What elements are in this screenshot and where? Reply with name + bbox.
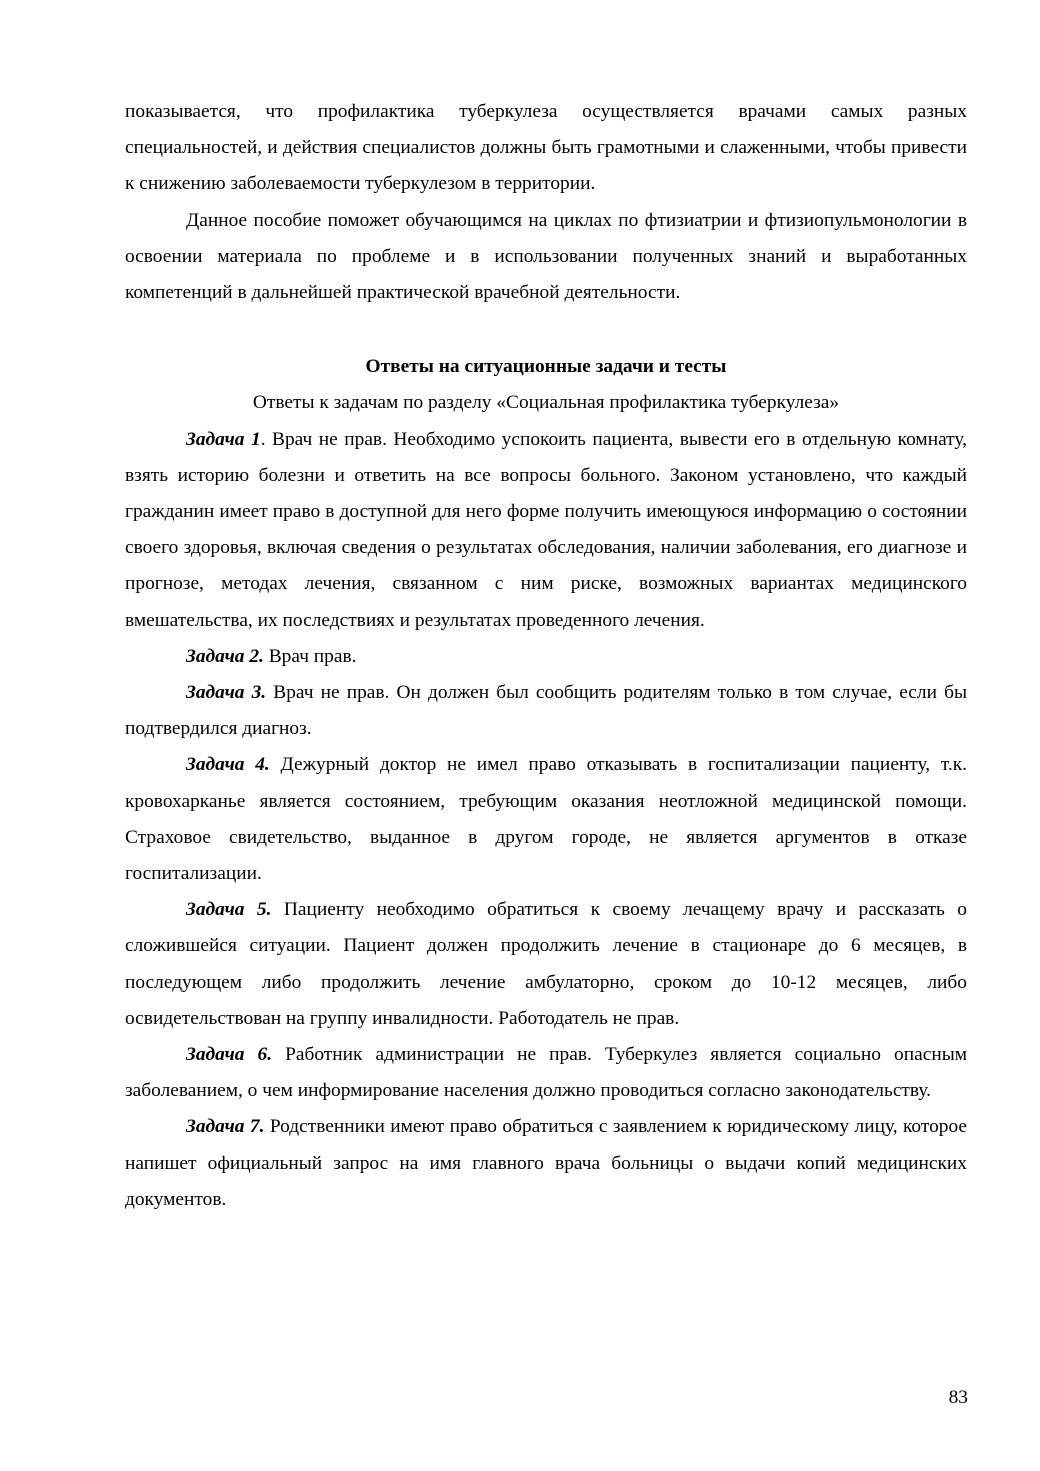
document-page [125, 94, 967, 1218]
intro-paragraph-1: показывается, что профилактика туберкулеза осуществляется врачами самых разных специальностей, и действия специалистов должны быть грамотными и слаженными, чтобы привести к снижению заболеваемости туберкулезом в территории. [125, 101, 967, 195]
task-text: Врач прав. [263, 645, 357, 667]
task-label: Задача 3. [186, 682, 267, 704]
section-heading: Ответы на ситуационные задачи и тесты [365, 356, 727, 378]
task-text: Врач не прав. Он должен был сообщить родителям только в том случае, если бы подтвердился диагноз. [125, 682, 967, 740]
page-number: 83 [948, 1387, 968, 1408]
task-text: Родственники имеют право обратиться с заявлением к юридическому лицу, которое напишет официальный запрос на имя главного врача больницы о выдачи копий медицинских документов. [125, 1116, 967, 1210]
task-label: Задача 7. [186, 1116, 265, 1138]
task-answer-1 [125, 422, 967, 639]
task-label: Задача 1 [186, 428, 261, 450]
task-answer-4 [125, 747, 967, 892]
task-label: Задача 5. [186, 899, 272, 921]
task-text: Работник администрации не прав. Туберкулез является социально опасным заболеванием, о чем информирование населения должно проводиться согласно законодательству. [125, 1044, 967, 1102]
task-answer-6 [125, 1037, 967, 1109]
task-label: Задача 6. [186, 1044, 273, 1066]
task-answer-5 [125, 892, 967, 1037]
task-text: Дежурный доктор не имел право отказывать в госпитализации пациенту, т.к. кровохарканье является состоянием, требующим оказания неотложной медицинской помощи. Страховое свидетельство, выданное в другом городе, не является аргументов в отказе госпитализации. [125, 754, 967, 885]
section-gap [125, 311, 967, 349]
section-subheading: Ответы к задачам по разделу «Социальная профилактика туберкулеза» [252, 392, 840, 414]
task-label: Задача 2. [186, 645, 264, 667]
task-answer-2 [125, 639, 967, 675]
task-answer-3 [125, 675, 967, 747]
task-text: . Врач не прав. Необходимо успокоить пациента, вывести его в отдельную комнату, взять историю болезни и ответить на все вопросы больного. Законом установлено, что каждый гражданин имеет право в доступной для него форме получить имеющуюся информацию о состоянии своего здоровья, включая сведения о результатах обследования, наличии заболевания, его диагнозе и прогнозе, методах лечения, связанном с ним риске, возможных вариантах медицинского вмешательства, их последствиях и результатах проведенного лечения. [125, 428, 968, 631]
task-text: Пациенту необходимо обратиться к своему лечащему врачу и рассказать о сложившейся ситуации. Пациент должен продолжить лечение в стационаре до 6 месяцев, в последующем либо продолжить лечение амбулаторно, сроком до 10-12 месяцев, либо освидетельствован на группу инвалидности. Работодатель не прав. [125, 899, 967, 1029]
task-label: Задача 4. [186, 754, 270, 776]
task-answer-7 [125, 1109, 967, 1218]
intro-paragraph-2: Данное пособие поможет обучающимся на циклах по фтизиатрии и фтизиопульмонологии в освоении материала по проблеме и в использовании полученных знаний и выработанных компетенций в дальнейшей практической врачебной деятельности. [125, 209, 967, 304]
